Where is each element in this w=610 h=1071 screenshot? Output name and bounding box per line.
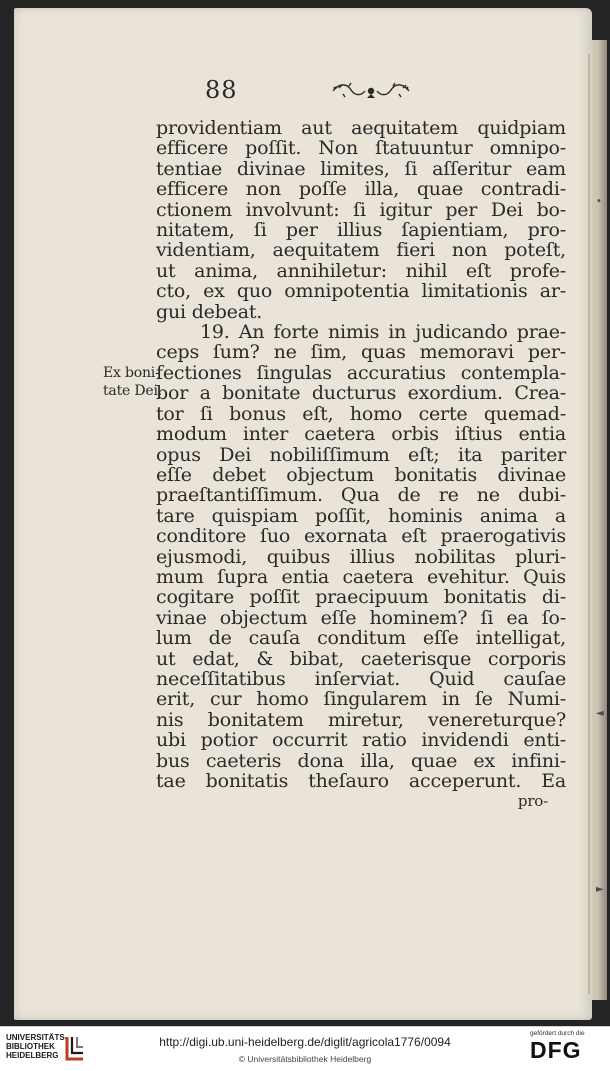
catchword: pro- [517, 792, 548, 811]
text-line: modum inter caetera orbis iſtius entia [156, 423, 566, 446]
dfg-logo[interactable] [530, 1030, 604, 1068]
text-line: opus Dei nobiliſſimum eſt; ita pariter [156, 443, 566, 466]
funded-by-text: gefördert durch die [530, 1030, 585, 1037]
text-line: conditore ſuo exornata eſt praerogativis [156, 525, 566, 548]
text-line: ubi potior occurrit ratio invidendi enti- [156, 729, 566, 752]
text-line: tare quispiam poſſit, hominis anima a [156, 504, 566, 527]
text-line: providentiam aut aequitatem quidpiam [156, 117, 566, 139]
text-line: mum ſupra entia caetera evehitur. Quis [156, 565, 566, 588]
page-header [205, 76, 435, 106]
edge-mark: • [596, 196, 602, 207]
library-name-line: BIBLIOTHEK [6, 1042, 55, 1051]
text-line: ctionem involvunt: ſi igitur per Dei bo- [156, 198, 566, 221]
page-number: 88 [205, 76, 238, 104]
dfg-logo-text: DFG [530, 1037, 582, 1063]
margin-note-line: Ex boni- [103, 365, 160, 381]
text-line: erit, cur homo ſingularem in ſe Numi- [156, 688, 566, 711]
text-line: cto, ex quo omnipotentia limitationis ar- [156, 280, 566, 303]
margin-note [103, 364, 162, 400]
margin-note-line: tate Dei. [103, 383, 162, 399]
gutter-strip [588, 54, 590, 994]
text-line: neceſſitatibus inſerviat. Quid cauſae [156, 667, 566, 690]
text-line: ut anima, annihiletur: nihil eſt profe- [156, 259, 566, 282]
library-name-line: HEIDELBERG [6, 1051, 59, 1060]
text-line: ejusmodi, quibus illius nobilitas pluri- [156, 545, 566, 568]
text-line: nis bonitatem miretur, venereturque? [156, 708, 566, 731]
text-line: ceps ſum? ne ſim, quas memoravi per- [156, 341, 566, 364]
edge-mark: ► [596, 884, 604, 895]
body-text [156, 118, 566, 812]
library-logo[interactable] [6, 1033, 96, 1065]
text-line: praeſtantiſſimum. Qua de re ne dubi- [156, 484, 566, 507]
footer-bar [0, 1026, 610, 1071]
text-line: bor a bonitate ducturus exordium. Crea- [156, 382, 566, 405]
text-line: tae bonitatis theſauro acceperunt. Ea [156, 770, 566, 792]
text-line: eſſe debet objectum bonitatis divinae [156, 463, 566, 486]
text-line: vinae objectum eſſe hominem? ſi ea ſo- [156, 606, 566, 629]
ub-heidelberg-logo-icon [64, 1035, 86, 1061]
text-line: efficere non poſſe illa, quae contradi- [156, 178, 566, 201]
text-line: cogitare poſſit praecipuum bonitatis di- [156, 586, 566, 609]
permalink-url[interactable]: http://digi.ub.uni-heidelberg.de/diglit/agricola1776/0094 [159, 1035, 451, 1049]
library-name-line: UNIVERSITÄTS- [6, 1033, 68, 1042]
text-line: ut edat, & bibat, caeterisque corporis [156, 647, 566, 670]
text-line: gui debeat. [156, 300, 263, 323]
text-line: efficere poſſit. Non ſtatuuntur omnipo- [156, 137, 566, 160]
text-line: videntiam, aequitatem fieri non poteſt, [156, 239, 566, 262]
text-line: tentiae divinae limites, ſi aſſeritur eam [156, 157, 566, 180]
text-line: fectiones ſingulas accuratius contempla- [156, 361, 566, 384]
text-line: nitatem, ſi per illius ſapientiam, pro- [156, 219, 566, 242]
text-line: lum de cauſa conditum eſſe intelligat, [156, 627, 566, 650]
edge-mark: ◄ [596, 708, 604, 719]
text-line: tor ſi bonus eſt, homo certe quemad- [156, 402, 566, 425]
copyright-text: © Universitätsbibliothek Heidelberg [238, 1054, 372, 1064]
text-line: bus caeteris dona illa, quae ex infini- [156, 749, 566, 772]
floral-ornament-icon [329, 80, 413, 102]
text-line: 19. An forte nimis in judicando prae- [200, 321, 566, 344]
